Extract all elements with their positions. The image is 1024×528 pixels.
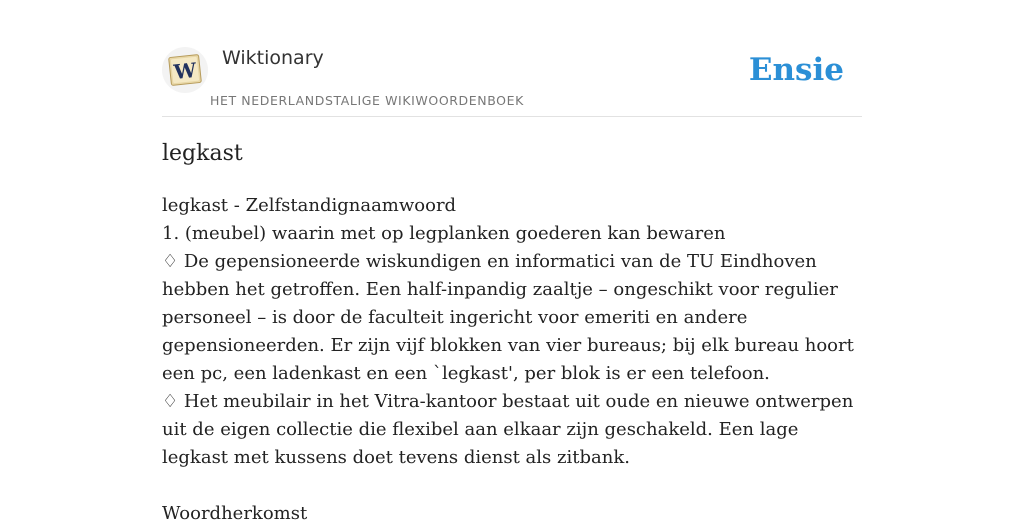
svg-text:W: W (172, 57, 198, 85)
entry-example-1: ♢ De gepensioneerde wiskundigen en informatici van de TU Eindhoven hebben het getroffen. Een half-inpandig zaaltje – ongeschikt voor regulier personeel – is door de faculteit ingericht voor emeriti en andere gepensioneerden. Er zijn vijf blokken van vier bureaus; bij elk bureau hoort een pc, een ladenkast en een `legkast', per blok is er een telefoon. (162, 251, 854, 384)
wiktionary-logo[interactable] (162, 47, 208, 93)
site-name[interactable]: Wiktionary (222, 47, 324, 69)
wiktionary-tile-icon (167, 52, 203, 88)
entry-heading-line: legkast - Zelfstandignaamwoord (162, 195, 457, 216)
entry-definition: 1. (meubel) waarin met op legplanken goederen kan bewaren (162, 223, 726, 244)
page-title: legkast (162, 141, 243, 166)
ensie-brand-link[interactable]: Ensie (748, 52, 844, 88)
site-tagline: HET NEDERLANDSTALIGE WIKIWOORDENBOEK (210, 93, 524, 108)
entry-example-2: ♢ Het meubilair in het Vitra-kantoor bestaat uit oude en nieuwe ontwerpen uit de eigen collectie die flexibel aan elkaar zijn geschakeld. Een lage legkast met kussens doet tevens dienst als zitbank. (162, 391, 854, 468)
content-spacer (162, 472, 862, 500)
site-header (162, 0, 862, 117)
content-container (162, 0, 862, 524)
entry-content (162, 192, 862, 528)
section-heading-etymology: Woordherkomst (162, 503, 308, 524)
